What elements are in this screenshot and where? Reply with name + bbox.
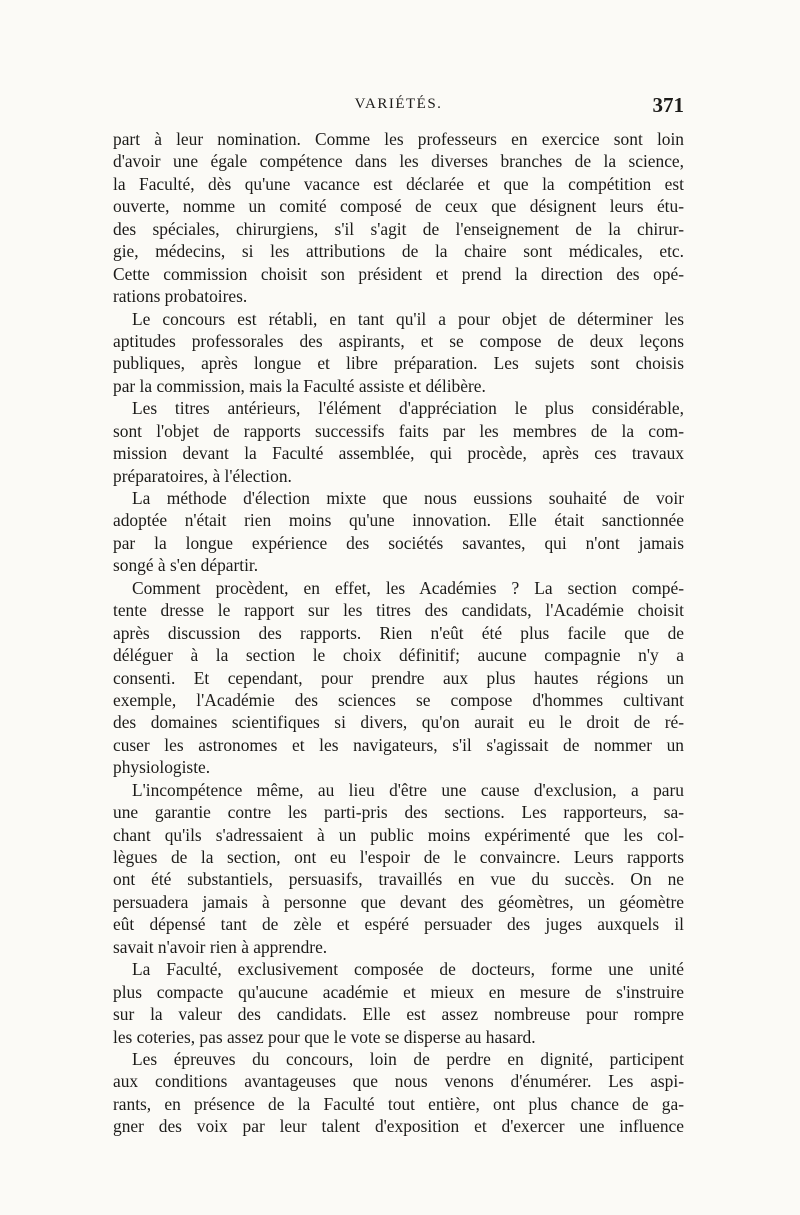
- text-line: cuser les astronomes et les navigateurs, s'il s'agissait de nommer un: [113, 734, 684, 755]
- text-line: la Faculté, dès qu'une vacance est déclarée et que la compétition est: [113, 173, 684, 194]
- text-line: des spéciales, chirurgiens, s'il s'agit de l'enseignement de la chirur-: [113, 218, 684, 239]
- paragraph: [113, 128, 684, 308]
- text-line: gner des voix par leur talent d'exposition et d'exercer une influence: [113, 1116, 684, 1137]
- paragraph: [113, 487, 684, 577]
- text-line: sont l'objet de rapports successifs faits par les membres de la com-: [113, 420, 684, 441]
- text-line: La méthode d'élection mixte que nous eussions souhaité de voir: [132, 488, 684, 508]
- text-line: aptitudes professorales des aspirants, et se compose de deux leçons: [113, 330, 684, 351]
- text-line: Les épreuves du concours, loin de perdre en dignité, participent: [132, 1048, 684, 1069]
- text-line: consenti. Et cependant, pour prendre aux plus hautes régions un: [113, 667, 684, 688]
- text-line: rants, en présence de la Faculté tout entière, ont plus chance de ga-: [113, 1093, 684, 1114]
- paragraph: [113, 1048, 684, 1138]
- paragraph: [113, 779, 684, 959]
- text-line: sur la valeur des candidats. Elle est assez nombreuse pour rompre: [113, 1004, 684, 1025]
- paragraph: [113, 397, 684, 487]
- text-line: savait n'avoir rien à apprendre.: [113, 936, 328, 957]
- text-line: après discussion des rapports. Rien n'eût été plus facile que de: [113, 622, 684, 643]
- text-line: rations probatoires.: [113, 286, 248, 307]
- text-line: ouverte, nomme un comité composé de ceux que désignent leurs étu-: [113, 196, 684, 217]
- text-line: publiques, après longue et libre préparation. Les sujets sont choisis: [113, 353, 684, 374]
- text-line: mission devant la Faculté assemblée, qui procède, après ces travaux: [113, 443, 684, 464]
- paragraph: [113, 577, 684, 779]
- text-line: par la commission, mais la Faculté assiste et délibère.: [113, 375, 486, 396]
- text-line: eût dépensé tant de zèle et espéré persuader des juges auxquels il: [113, 914, 684, 935]
- page-header: [113, 93, 684, 124]
- text-line: lègues de la section, ont eu l'espoir de le convaincre. Leurs rapports: [113, 847, 684, 867]
- text-line: exemple, l'Académie des sciences se compose d'hommes cultivant: [113, 689, 684, 710]
- text-line: Les titres antérieurs, l'élément d'appréciation le plus considérable,: [132, 398, 684, 419]
- text-line: les coteries, pas assez pour que le vote se disperse au hasard.: [113, 1026, 536, 1047]
- body-text: [113, 128, 684, 1138]
- text-line: préparatoires, à l'élection.: [113, 465, 292, 486]
- text-line: tente dresse le rapport sur les titres des candidats, l'Académie choisit: [113, 600, 684, 621]
- text-line: physiologiste.: [113, 757, 211, 778]
- text-line: ont été substantiels, persuasifs, travaillés en vue du succès. On ne: [113, 869, 684, 890]
- text-line: gie, médecins, si les attributions de la chaire sont médicales, etc.: [113, 241, 684, 262]
- paragraph: [113, 308, 684, 398]
- text-line: Cette commission choisit son président et prend la direction des opé-: [113, 263, 684, 284]
- text-line: adoptée n'était rien moins qu'une innovation. Elle était sanctionnée: [113, 510, 684, 531]
- text-line: chant qu'ils s'adressaient à un public moins expérimenté que les col-: [113, 824, 684, 845]
- text-line: Comment procèdent, en effet, les Académies ? La section compé-: [132, 577, 684, 598]
- text-line: songé à s'en départir.: [113, 555, 259, 576]
- text-line: part à leur nomination. Comme les professeurs en exercice sont loin: [113, 129, 684, 149]
- text-line: une garantie contre les parti-pris des sections. Les rapporteurs, sa-: [113, 802, 684, 823]
- text-line: par la longue expérience des sociétés savantes, qui n'ont jamais: [113, 532, 684, 553]
- text-line: La Faculté, exclusivement composée de docteurs, forme une unité: [132, 959, 684, 980]
- text-line: d'avoir une égale compétence dans les diverses branches de la science,: [113, 151, 684, 172]
- text-line: L'incompétence même, au lieu d'être une cause d'exclusion, a paru: [132, 779, 684, 800]
- page-number: 371: [652, 93, 684, 117]
- text-line: déléguer à la section le choix définitif; aucune compagnie n'y a: [113, 645, 684, 666]
- text-line: plus compacte qu'aucune académie et mieux en mesure de s'instruire: [113, 981, 684, 1002]
- text-line: Le concours est rétabli, en tant qu'il a pour objet de déterminer les: [132, 308, 684, 329]
- text-line: des domaines scientifiques si divers, qu'on aurait eu le droit de ré-: [113, 712, 684, 733]
- text-line: persuadera jamais à personne que devant des géomètres, un géomètre: [113, 891, 684, 912]
- text-line: aux conditions avantageuses que nous venons d'énumérer. Les aspi-: [113, 1071, 684, 1092]
- paragraph: [113, 958, 684, 1048]
- running-title: VARIÉTÉS.: [354, 96, 443, 112]
